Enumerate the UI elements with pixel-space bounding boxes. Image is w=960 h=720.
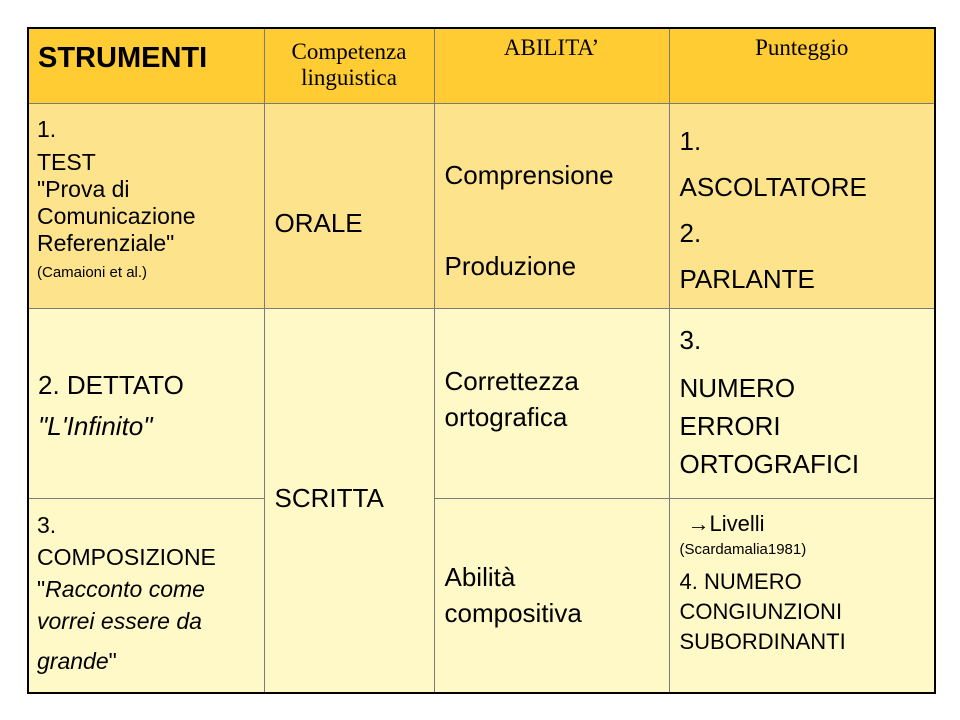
row1-punteggio-line1: 1. xyxy=(679,125,702,156)
header-abilita xyxy=(434,28,669,103)
row1-punteggio xyxy=(669,103,935,308)
table-row xyxy=(28,498,935,693)
row3-abilita xyxy=(434,498,669,693)
row3-strumento-quote-close: " xyxy=(108,647,117,674)
row2-abilita-line1: Correttezza xyxy=(444,365,579,396)
row1-abilita-line2: Produzione xyxy=(444,250,577,281)
row3-strumento-line4: vorrei essere da xyxy=(37,607,202,634)
row2-strumento xyxy=(28,308,264,498)
row1-abilita xyxy=(434,103,669,308)
row1-strumento-line3: Comunicazione xyxy=(37,202,196,229)
table-row xyxy=(28,103,935,308)
row1-strumento-line1: TEST xyxy=(37,148,96,175)
row3-strumento-quote-open: " xyxy=(37,575,46,602)
row3-abilita-line2: compositiva xyxy=(444,597,582,628)
row1-strumento xyxy=(28,103,264,308)
header-competenza-line2: linguistica xyxy=(301,65,397,90)
header-strumenti-label: STRUMENTI xyxy=(38,42,208,74)
header-abilita-label: ABILITA’ xyxy=(503,35,600,60)
row2-strumento-line1: 2. DETTATO xyxy=(38,369,184,400)
row3-punteggio-line2: 4. NUMERO xyxy=(679,568,802,594)
header-competenza xyxy=(264,28,434,103)
row2-punteggio xyxy=(669,308,935,498)
row3-punteggio-line3: CONGIUNZIONI xyxy=(679,598,843,624)
row1-strumento-ref: (Camaioni et al.) xyxy=(37,263,148,281)
header-punteggio xyxy=(669,28,935,103)
row3-strumento-line3: Racconto come xyxy=(45,575,205,602)
row3-strumento-line2: COMPOSIZIONE xyxy=(37,543,216,570)
row1-strumento-line2: "Prova di xyxy=(37,175,130,202)
row3-punteggio-line1: →Livelli xyxy=(687,510,765,536)
row3-punteggio-ref: (Scardamalia1981) xyxy=(679,540,807,558)
header-punteggio-label: Punteggio xyxy=(755,35,849,60)
strumenti-table xyxy=(27,27,936,694)
row2-punteggio-line1: 3. xyxy=(679,324,702,355)
row2-abilita xyxy=(434,308,669,498)
row1-abilita-line1: Comprensione xyxy=(444,159,614,190)
header-competenza-line1: Competenza xyxy=(291,39,407,64)
row2-punteggio-line4: ORTOGRAFICI xyxy=(679,448,860,479)
row2-punteggio-line3: ERRORI xyxy=(679,410,781,441)
row3-strumento-line1: 3. xyxy=(37,511,57,538)
row1-strumento-num: 1. xyxy=(37,115,57,142)
row2-strumento-line2: "L'Infinito" xyxy=(38,410,153,441)
header-row xyxy=(28,28,935,103)
row2-abilita-line2: ortografica xyxy=(444,401,568,432)
row2-punteggio-line2: NUMERO xyxy=(679,372,796,403)
row3-strumento xyxy=(28,498,264,693)
row1-punteggio-line2: ASCOLTATORE xyxy=(679,171,867,202)
row1-punteggio-line3: 2. xyxy=(679,217,702,248)
row3-punteggio xyxy=(669,498,935,693)
row2-competenza-label: SCRITTA xyxy=(274,482,384,513)
row3-strumento-line5: grande xyxy=(37,647,109,674)
row1-competenza-label: ORALE xyxy=(274,207,363,238)
row2-competenza xyxy=(264,308,434,693)
row3-punteggio-line4: SUBORDINANTI xyxy=(679,628,846,654)
row1-punteggio-line4: PARLANTE xyxy=(679,263,815,294)
row1-strumento-line4: Referenziale" xyxy=(37,229,175,256)
header-strumenti xyxy=(28,28,264,103)
row1-competenza xyxy=(264,103,434,308)
row3-abilita-line1: Abilità xyxy=(444,561,516,592)
table-row xyxy=(28,308,935,498)
